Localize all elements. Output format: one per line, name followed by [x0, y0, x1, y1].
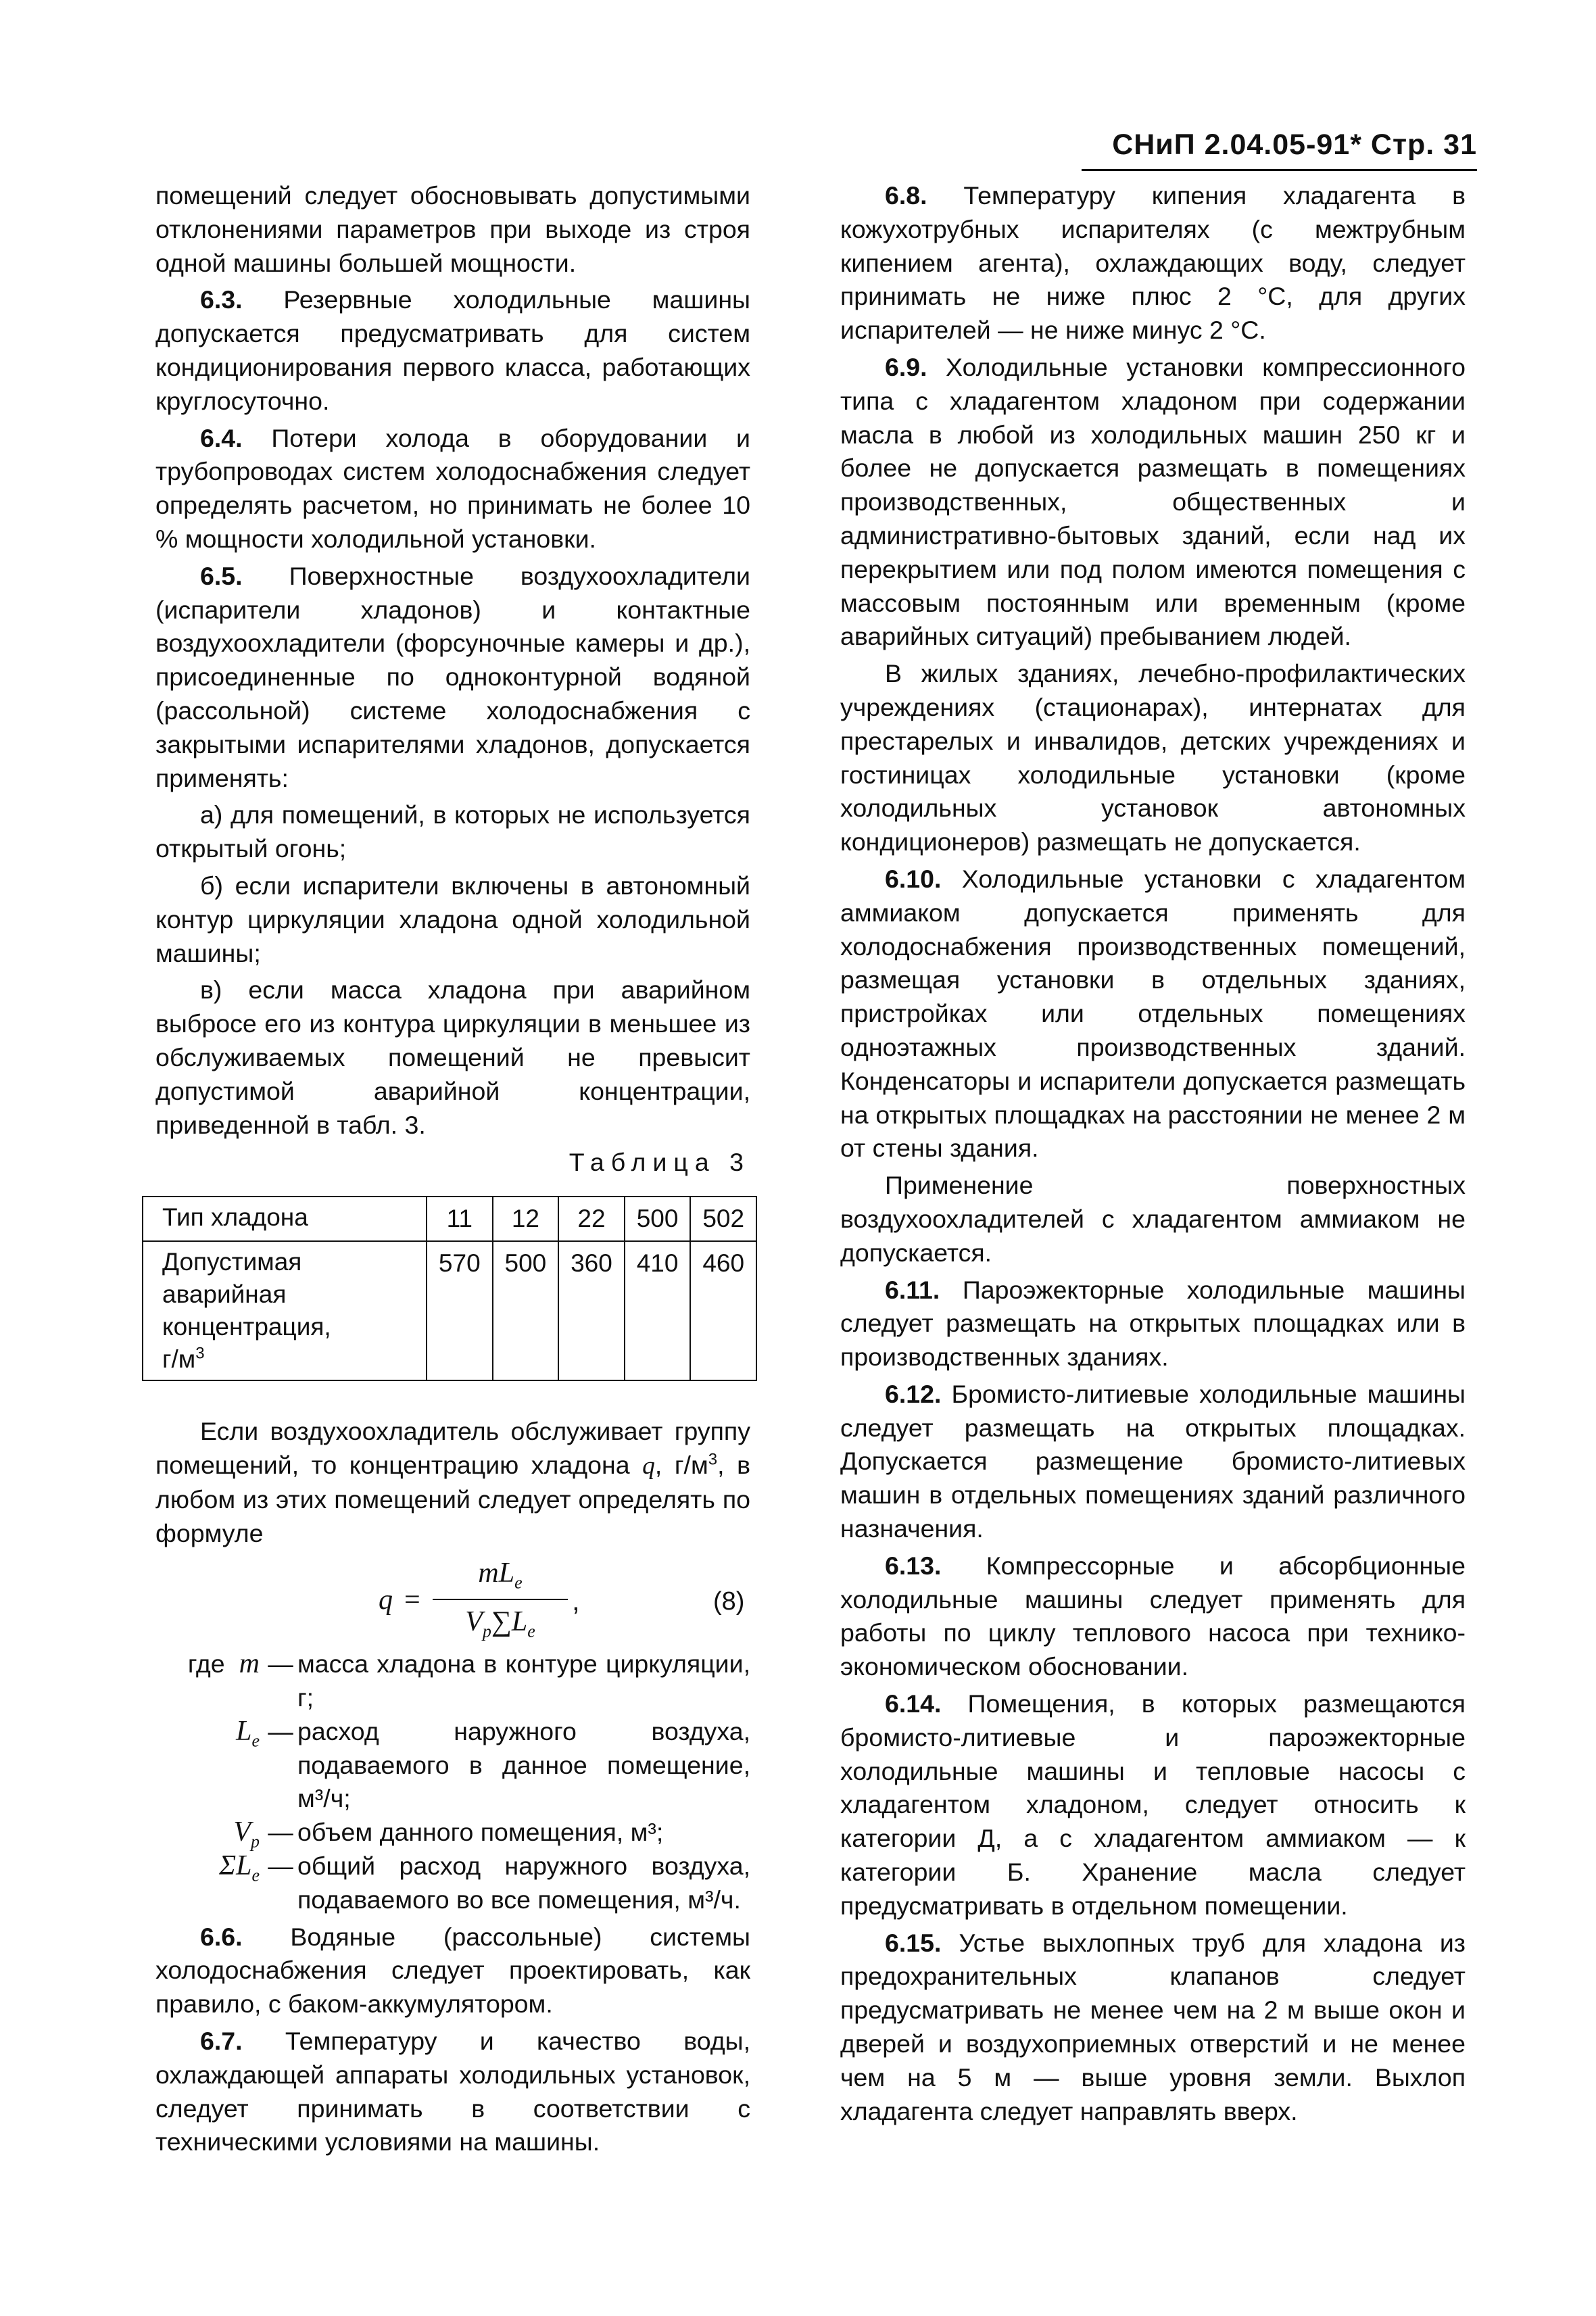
def-text: объем данного помещения, м³; — [297, 1818, 664, 1847]
clause-6-12 — [840, 1378, 1466, 1546]
table-cell: 11 — [427, 1197, 493, 1241]
table-row-label — [143, 1241, 427, 1380]
def-symbol — [155, 1816, 264, 1850]
clause-number: 6.4. — [200, 423, 243, 452]
def-text: расход наружного воздуха, подаваемого в данное помещение, м³/ч; — [297, 1716, 750, 1813]
table-cell: 360 — [558, 1241, 625, 1380]
table-cell: 22 — [558, 1197, 625, 1241]
clause-number: 6.6. — [200, 1922, 243, 1951]
clause-6-11 — [840, 1274, 1466, 1374]
table-cell: 460 — [690, 1241, 756, 1380]
clause-6-4 — [155, 422, 750, 556]
clause-6-6 — [155, 1921, 750, 2021]
formula-intro-exp: 3 — [708, 1450, 718, 1469]
def-text: масса хладона в контуре циркуляции, г; — [297, 1649, 750, 1712]
numerator-text: mL — [478, 1558, 515, 1589]
clause-6-15 — [840, 1927, 1466, 2129]
clause-6-10-b: Применение поверхностных воздухоохладителей с хладагентом аммиаком не допускается. — [840, 1171, 1466, 1267]
table-cell: 500 — [625, 1197, 691, 1241]
formula-definitions — [155, 1647, 750, 1916]
symbol-sum-l: ΣL — [219, 1850, 252, 1882]
clause-6-9 — [840, 351, 1466, 654]
intro-paragraph: помещений следует обосновывать допустимыми отклонениями параметров при выходе из строя одной машины большей мощности. — [155, 181, 750, 277]
clause-text: Компрессорные и абсорбционные холодильные машины следует применять для работы по циклу теплового насоса при технико-экономическом обосновании. — [840, 1551, 1466, 1681]
clause-6-9-b: В жилых зданиях, лечебно-профилактических учреждениях (стационарах), интернатах для престарелых и инвалидов, детских учреждениях и гостиницах холодильные установки (кроме холодильных установок автономных кондиционеров) размещать не допускается. — [840, 659, 1466, 857]
clause-number: 6.8. — [885, 181, 927, 210]
formula-equals: = — [404, 1585, 420, 1616]
clause-text: Помещения, в которых размещаются бромисто-литиевые и пароэжекторные холодильные машины и тепловые насосы с хладагентом хладоном, следует относить к категории Д, а с хладагентом аммиаком — к категории Б. Хранение масла следует предусматривать в отдельном помещении. — [840, 1689, 1466, 1920]
def-dash: — — [268, 1852, 293, 1881]
clause-6-5 — [155, 560, 750, 796]
denominator-sub-p: p — [482, 1621, 491, 1641]
symbol-sub: p — [251, 1831, 260, 1852]
clause-number: 6.10. — [885, 864, 942, 893]
right-column — [840, 179, 1466, 2128]
def-dash: — — [268, 1818, 293, 1847]
clause-number: 6.9. — [885, 352, 927, 381]
clause-text: Водяные (рассольные) системы холодоснабжения следует проектировать, как правило, с баком-аккумулятором. — [155, 1922, 750, 2019]
clause-6-7 — [155, 2025, 750, 2159]
clause-number: 6.15. — [885, 1928, 942, 1957]
clause-text: Поверхностные воздухоохладители (испарители хладонов) и контактные воздухоохладители (форсуночные камеры и др.), присоединенные по одноконтурной водяной (рассольной) системе холодоснабжения с закрытыми испарителями хладонов, допускается применять: — [155, 561, 750, 792]
formula-number: (8) — [713, 1587, 745, 1616]
fraction-bar — [433, 1599, 568, 1600]
def-symbol — [155, 1647, 264, 1715]
table-cell: 410 — [625, 1241, 691, 1380]
row-label-unit: г/м — [162, 1345, 196, 1374]
symbol-m: m — [239, 1648, 260, 1680]
def-text: общий расход наружного воздуха, подаваемого во все помещения, м³/ч. — [297, 1852, 750, 1914]
def-dash: — — [268, 1649, 293, 1679]
formula-denominator — [433, 1606, 568, 1639]
table-cell: 12 — [493, 1197, 559, 1241]
clause-6-10 — [840, 863, 1466, 1165]
formula-intro-unit: , г/м — [654, 1450, 708, 1479]
clause-6-5-b: б) если испарители включены в автономный контур циркуляции хладона одной холодильной машины; — [155, 871, 750, 967]
clause-number: 6.13. — [885, 1551, 942, 1580]
formula-numerator — [433, 1557, 568, 1591]
clause-text: Температуру и качество воды, охлаждающей аппараты холодильных установок, следует принимать в соответствии с техническими условиями на машины. — [155, 2027, 750, 2156]
clause-6-3 — [155, 283, 750, 418]
clause-text: Холодильные установки с хладагентом аммиаком допускается применять для холодоснабжения производственных помещений, размещая установки в отдельных зданиях, пристройках или отдельных помещениях одноэтажных производственных зданий. Конденсаторы и испарители допускается размещать на открытых площадках на расстоянии не менее 2 м от стены здания. — [840, 864, 1466, 1163]
symbol-l: L — [236, 1715, 252, 1747]
def-symbol — [155, 1850, 264, 1917]
clause-text: Потери холода в оборудовании и трубопроводах систем холодоснабжения следует определять расчетом, но принимать не более 10 % мощности холодильной установки. — [155, 423, 750, 553]
clause-6-8 — [840, 179, 1466, 347]
table-cell: 500 — [493, 1241, 559, 1380]
clause-text: Температуру кипения хладагента в кожухотрубных испарителях (с межтрубным кипением агента), охлаждающих воду, следует принимать не ниже плюс 2 °С, для других испарителей — не ниже минус 2 °С. — [840, 181, 1466, 345]
formula-intro — [155, 1415, 750, 1550]
formula-lhs: q — [379, 1585, 393, 1616]
table-row — [143, 1241, 756, 1380]
table-caption: Таблица 3 — [569, 1148, 750, 1177]
sigma-symbol: ∑ — [491, 1606, 512, 1638]
table-header-row — [143, 1197, 756, 1241]
table-cell: 502 — [690, 1197, 756, 1241]
symbol-sub: e — [251, 1865, 260, 1885]
formula-intro-var: q — [642, 1451, 655, 1480]
clause-text: Бромисто-литиевые холодильные машины следует размещать на открытых площадках. Допускается размещение бромисто-литиевых машин в отдельных помещениях зданий различного назначения. — [840, 1379, 1466, 1543]
denominator-v: V — [465, 1606, 483, 1638]
formula-8 — [155, 1557, 750, 1645]
clause-text: Резервные холодильные машины допускается предусматривать для систем кондиционирования первого класса, работающих круглосуточно. — [155, 285, 750, 415]
clause-number: 6.7. — [200, 2027, 243, 2056]
row-label-text: Допустимая аварийная концентрация, — [162, 1248, 331, 1341]
denominator-sub-e: e — [527, 1621, 535, 1641]
header-rule — [1082, 169, 1477, 171]
left-column — [155, 179, 750, 2159]
symbol-sub: e — [251, 1731, 260, 1751]
numerator-sub: e — [514, 1572, 523, 1593]
page-header: СНиП 2.04.05-91* Стр. 31 — [1112, 128, 1477, 161]
clause-text: Пароэжекторные холодильные машины следует размещать на открытых площадках или в производственных зданиях. — [840, 1275, 1466, 1372]
clause-text: Устье выхлопных труб для хладона из предохранительных клапанов следует предусматривать не менее чем на 2 м выше окон и дверей и воздухоприемных отверстий и не менее чем на 5 м — выше уровня земли. Выхлоп хладагента следует направлять вверх. — [840, 1928, 1466, 2125]
clause-number: 6.11. — [885, 1275, 940, 1304]
formula-intro-text: Если воздухоохладитель обслуживает группу помещений, то концентрацию хладона — [155, 1417, 750, 1479]
clause-number: 6.3. — [200, 285, 243, 314]
clause-6-5-c: в) если масса хладона при аварийном выбросе его из контура циркуляции в меньшее из обслуживаемых помещений не превысит допустимой аварийной концентрации, приведенной в табл. 3. — [155, 975, 750, 1139]
table-3 — [142, 1196, 757, 1381]
clause-6-13 — [840, 1549, 1466, 1684]
def-symbol — [155, 1715, 264, 1816]
def-dash: — — [268, 1716, 293, 1745]
table-header-label: Тип хладона — [143, 1197, 427, 1241]
clause-number: 6.14. — [885, 1689, 942, 1718]
where-word: где — [187, 1649, 225, 1679]
clause-6-5-a: а) для помещений, в которых не используется открытый огонь; — [155, 800, 750, 863]
clause-text: Холодильные установки компрессионного типа с хладагентом хладоном при содержании масла в любой из холодильных машин 250 кг и более не допускается размещать в помещениях производственных, общественных и административно-бытовых зданий, если над их перекрытием или под полом имеются помещения с массовым постоянным или временным (кроме аварийных ситуаций) пребыванием людей. — [840, 352, 1466, 651]
clause-number: 6.5. — [200, 561, 243, 590]
symbol-v: V — [233, 1816, 251, 1848]
row-label-exp: 3 — [195, 1344, 205, 1363]
table-cell: 570 — [427, 1241, 493, 1380]
formula-comma: , — [572, 1585, 580, 1617]
denominator-l: L — [511, 1606, 528, 1638]
clause-6-14 — [840, 1687, 1466, 1923]
clause-number: 6.12. — [885, 1379, 942, 1408]
formula-intro-tail: , в любом из этих помещений следует определять по формуле — [155, 1450, 750, 1547]
